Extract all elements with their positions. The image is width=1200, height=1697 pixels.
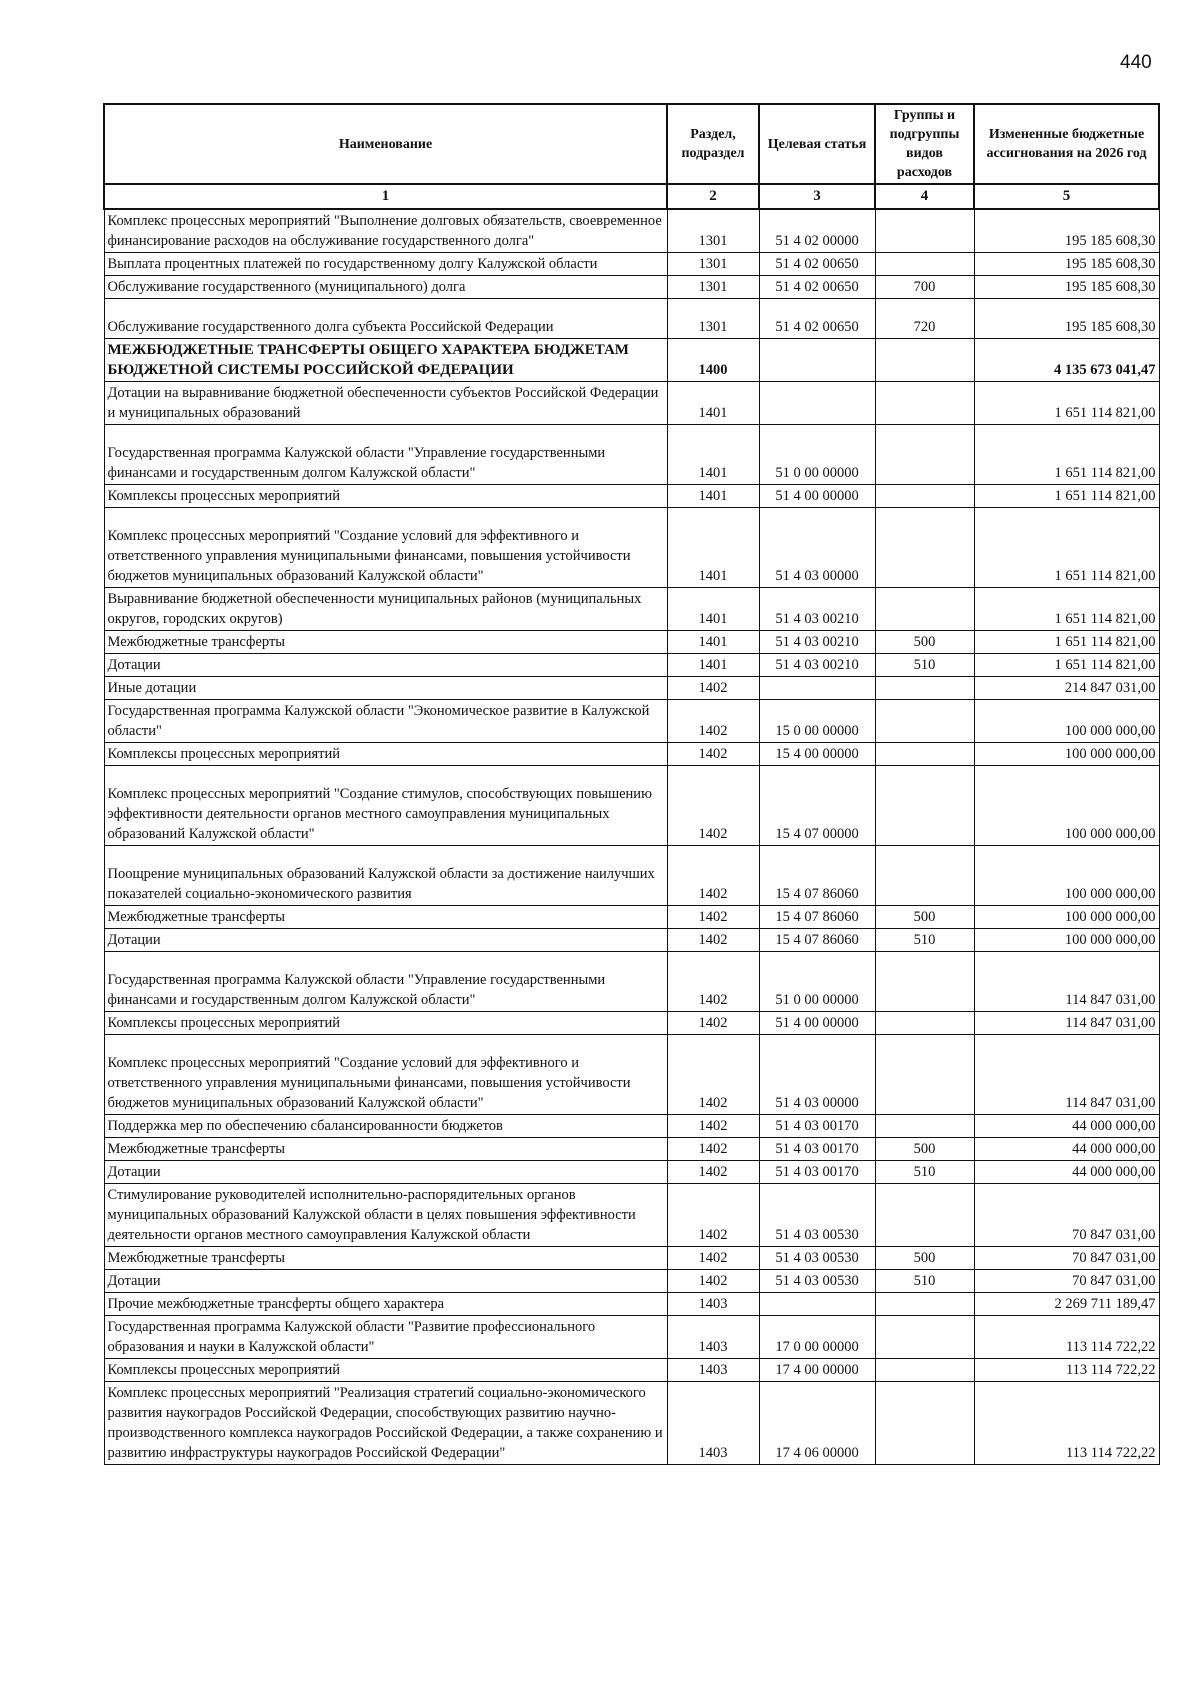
table-row — [104, 952, 1159, 1012]
row-name: Дотации — [104, 1161, 667, 1184]
row-section: 1401 — [667, 654, 759, 677]
header-amount: Измененные бюджетные ассигнования на 2026 год — [974, 104, 1159, 184]
row-expense-group — [875, 1293, 974, 1316]
row-target-article: 51 4 00 00000 — [759, 485, 875, 508]
row-expense-group — [875, 1035, 974, 1115]
row-target-article: 51 4 03 00000 — [759, 1035, 875, 1115]
row-expense-group — [875, 1012, 974, 1035]
row-target-article — [759, 382, 875, 425]
row-expense-group: 500 — [875, 631, 974, 654]
row-amount: 44 000 000,00 — [974, 1115, 1159, 1138]
row-target-article: 17 4 00 00000 — [759, 1359, 875, 1382]
table-row — [104, 1359, 1159, 1382]
row-name: Обслуживание государственного (муниципального) долга — [104, 276, 667, 299]
row-target-article: 15 4 07 86060 — [759, 906, 875, 929]
row-section: 1401 — [667, 631, 759, 654]
table-row — [104, 743, 1159, 766]
row-name: Государственная программа Калужской области "Управление государственными финансами и государственным долгом Калужской области" — [104, 952, 667, 1012]
row-expense-group — [875, 339, 974, 382]
row-expense-group: 720 — [875, 299, 974, 339]
row-amount: 195 185 608,30 — [974, 276, 1159, 299]
table-row — [104, 1293, 1159, 1316]
row-section: 1401 — [667, 485, 759, 508]
table-row — [104, 276, 1159, 299]
row-expense-group: 510 — [875, 1270, 974, 1293]
table-row — [104, 846, 1159, 906]
row-expense-group — [875, 766, 974, 846]
row-amount: 195 185 608,30 — [974, 299, 1159, 339]
row-section: 1401 — [667, 588, 759, 631]
table-row — [104, 588, 1159, 631]
table-row — [104, 508, 1159, 588]
row-section: 1403 — [667, 1293, 759, 1316]
table-row — [104, 339, 1159, 382]
row-target-article: 51 4 03 00530 — [759, 1270, 875, 1293]
table-row — [104, 929, 1159, 952]
row-name: Межбюджетные трансферты — [104, 1247, 667, 1270]
row-expense-group — [875, 209, 974, 253]
row-amount: 1 651 114 821,00 — [974, 631, 1159, 654]
row-expense-group — [875, 588, 974, 631]
row-expense-group — [875, 253, 974, 276]
row-target-article — [759, 1293, 875, 1316]
row-name: Государственная программа Калужской области "Экономическое развитие в Калужской области" — [104, 700, 667, 743]
table-row — [104, 425, 1159, 485]
row-expense-group — [875, 846, 974, 906]
row-expense-group — [875, 1316, 974, 1359]
table-row — [104, 382, 1159, 425]
row-name: Комплексы процессных мероприятий — [104, 1359, 667, 1382]
row-target-article: 15 4 00 00000 — [759, 743, 875, 766]
row-expense-group — [875, 743, 974, 766]
table-row — [104, 1270, 1159, 1293]
row-target-article: 51 4 03 00210 — [759, 654, 875, 677]
row-amount: 113 114 722,22 — [974, 1359, 1159, 1382]
row-target-article: 51 4 03 00530 — [759, 1247, 875, 1270]
row-section: 1402 — [667, 1138, 759, 1161]
row-expense-group — [875, 1382, 974, 1465]
row-expense-group: 510 — [875, 654, 974, 677]
row-expense-group — [875, 1184, 974, 1247]
row-name: Комплекс процессных мероприятий "Реализация стратегий социально-экономического развития наукоградов Российской Федерации, способствующих развитию научно-производственного комплекса наукоградов Российской Федерации, а также сохранению и развитию инфраструктуры наукоградов Российской Федерации" — [104, 1382, 667, 1465]
row-amount: 100 000 000,00 — [974, 846, 1159, 906]
row-target-article: 51 4 02 00650 — [759, 276, 875, 299]
row-name: Комплекс процессных мероприятий "Выполнение долговых обязательств, своевременное финансирование расходов на обслуживание государственного долга" — [104, 209, 667, 253]
row-amount: 1 651 114 821,00 — [974, 508, 1159, 588]
row-section: 1402 — [667, 1161, 759, 1184]
row-target-article: 15 4 07 86060 — [759, 929, 875, 952]
table-row — [104, 906, 1159, 929]
row-section: 1402 — [667, 952, 759, 1012]
row-amount: 1 651 114 821,00 — [974, 485, 1159, 508]
table-body — [104, 209, 1159, 1465]
row-section: 1402 — [667, 1270, 759, 1293]
row-section: 1402 — [667, 766, 759, 846]
row-target-article: 51 4 03 00170 — [759, 1115, 875, 1138]
header-target-article: Целевая статья — [759, 104, 875, 184]
row-amount: 100 000 000,00 — [974, 700, 1159, 743]
row-name: Комплекс процессных мероприятий "Создание стимулов, способствующих повышению эффективности деятельности органов местного самоуправления муниципальных образований Калужской области" — [104, 766, 667, 846]
row-amount: 114 847 031,00 — [974, 1035, 1159, 1115]
row-name: Дотации — [104, 1270, 667, 1293]
row-target-article — [759, 677, 875, 700]
row-section: 1402 — [667, 1115, 759, 1138]
table-row — [104, 299, 1159, 339]
row-section: 1301 — [667, 299, 759, 339]
table-row — [104, 1161, 1159, 1184]
row-amount: 114 847 031,00 — [974, 952, 1159, 1012]
table-row — [104, 209, 1159, 253]
header-row — [104, 104, 1159, 184]
row-target-article: 17 0 00 00000 — [759, 1316, 875, 1359]
row-name: Выравнивание бюджетной обеспеченности муниципальных районов (муниципальных округов, городских округов) — [104, 588, 667, 631]
row-name: Поощрение муниципальных образований Калужской области за достижение наилучших показателей социально-экономического развития — [104, 846, 667, 906]
row-amount: 1 651 114 821,00 — [974, 382, 1159, 425]
row-amount: 70 847 031,00 — [974, 1184, 1159, 1247]
row-amount: 195 185 608,30 — [974, 209, 1159, 253]
row-name: Иные дотации — [104, 677, 667, 700]
row-amount: 100 000 000,00 — [974, 743, 1159, 766]
row-section: 1403 — [667, 1316, 759, 1359]
row-name: Комплексы процессных мероприятий — [104, 1012, 667, 1035]
column-number: 4 — [875, 184, 974, 209]
row-expense-group — [875, 700, 974, 743]
row-section: 1400 — [667, 339, 759, 382]
row-amount: 1 651 114 821,00 — [974, 654, 1159, 677]
row-target-article: 51 4 03 00210 — [759, 631, 875, 654]
row-amount: 113 114 722,22 — [974, 1382, 1159, 1465]
row-expense-group — [875, 425, 974, 485]
table-row — [104, 1247, 1159, 1270]
row-target-article: 51 4 03 00530 — [759, 1184, 875, 1247]
row-expense-group: 500 — [875, 906, 974, 929]
row-name: Государственная программа Калужской области "Развитие профессионального образования и науки в Калужской области" — [104, 1316, 667, 1359]
row-target-article: 51 4 03 00000 — [759, 508, 875, 588]
table-row — [104, 1316, 1159, 1359]
table-row — [104, 1035, 1159, 1115]
table-row — [104, 700, 1159, 743]
row-target-article: 51 4 00 00000 — [759, 1012, 875, 1035]
row-target-article: 51 4 02 00650 — [759, 253, 875, 276]
row-target-article: 51 4 03 00170 — [759, 1161, 875, 1184]
row-section: 1402 — [667, 743, 759, 766]
table-row — [104, 1382, 1159, 1465]
row-name: Государственная программа Калужской области "Управление государственными финансами и государственным долгом Калужской области" — [104, 425, 667, 485]
row-section: 1401 — [667, 508, 759, 588]
row-amount: 214 847 031,00 — [974, 677, 1159, 700]
row-target-article: 51 0 00 00000 — [759, 425, 875, 485]
row-name: Комплекс процессных мероприятий "Создание условий для эффективного и ответственного управления муниципальными финансами, повышения устойчивости бюджетов муниципальных образований Калужской области" — [104, 1035, 667, 1115]
table-row — [104, 677, 1159, 700]
row-name: Выплата процентных платежей по государственному долгу Калужской области — [104, 253, 667, 276]
row-expense-group — [875, 677, 974, 700]
column-number-row — [104, 184, 1159, 209]
row-section: 1401 — [667, 382, 759, 425]
column-number: 1 — [104, 184, 667, 209]
row-section: 1402 — [667, 1012, 759, 1035]
row-section: 1301 — [667, 253, 759, 276]
column-number: 2 — [667, 184, 759, 209]
row-amount: 100 000 000,00 — [974, 929, 1159, 952]
row-name: Дотации — [104, 929, 667, 952]
row-name: Комплексы процессных мероприятий — [104, 485, 667, 508]
row-target-article: 51 0 00 00000 — [759, 952, 875, 1012]
row-section: 1403 — [667, 1359, 759, 1382]
row-target-article: 51 4 02 00650 — [759, 299, 875, 339]
row-amount: 113 114 722,22 — [974, 1316, 1159, 1359]
row-name: МЕЖБЮДЖЕТНЫЕ ТРАНСФЕРТЫ ОБЩЕГО ХАРАКТЕРА БЮДЖЕТАМ БЮДЖЕТНОЙ СИСТЕМЫ РОССИЙСКОЙ ФЕДЕРАЦИИ — [104, 339, 667, 382]
row-expense-group — [875, 508, 974, 588]
row-section: 1402 — [667, 929, 759, 952]
table-row — [104, 485, 1159, 508]
column-number: 5 — [974, 184, 1159, 209]
row-section: 1402 — [667, 846, 759, 906]
table-row — [104, 253, 1159, 276]
row-section: 1402 — [667, 1184, 759, 1247]
row-amount: 70 847 031,00 — [974, 1247, 1159, 1270]
row-expense-group: 510 — [875, 929, 974, 952]
row-amount: 100 000 000,00 — [974, 906, 1159, 929]
row-target-article: 15 0 00 00000 — [759, 700, 875, 743]
header-name: Наименование — [104, 104, 667, 184]
row-name: Прочие межбюджетные трансферты общего характера — [104, 1293, 667, 1316]
row-expense-group: 500 — [875, 1138, 974, 1161]
row-name: Межбюджетные трансферты — [104, 906, 667, 929]
row-expense-group — [875, 382, 974, 425]
row-target-article: 15 4 07 86060 — [759, 846, 875, 906]
row-name: Межбюджетные трансферты — [104, 631, 667, 654]
row-amount: 114 847 031,00 — [974, 1012, 1159, 1035]
row-amount: 1 651 114 821,00 — [974, 425, 1159, 485]
row-amount: 1 651 114 821,00 — [974, 588, 1159, 631]
row-section: 1402 — [667, 1035, 759, 1115]
row-section: 1402 — [667, 677, 759, 700]
table-row — [104, 654, 1159, 677]
row-expense-group: 510 — [875, 1161, 974, 1184]
row-section: 1402 — [667, 906, 759, 929]
row-expense-group — [875, 485, 974, 508]
row-name: Дотации на выравнивание бюджетной обеспеченности субъектов Российской Федерации и муниципальных образований — [104, 382, 667, 425]
row-expense-group — [875, 1359, 974, 1382]
row-section: 1301 — [667, 276, 759, 299]
row-target-article: 17 4 06 00000 — [759, 1382, 875, 1465]
column-number: 3 — [759, 184, 875, 209]
table-row — [104, 631, 1159, 654]
row-section: 1301 — [667, 209, 759, 253]
table-row — [104, 1115, 1159, 1138]
row-amount: 2 269 711 189,47 — [974, 1293, 1159, 1316]
row-name: Стимулирование руководителей исполнительно-распорядительных органов муниципальных образований Калужской области в целях повышения эффективности деятельности органов местного самоуправления Калужской области — [104, 1184, 667, 1247]
header-section: Раздел, подраздел — [667, 104, 759, 184]
row-expense-group — [875, 1115, 974, 1138]
row-section: 1402 — [667, 700, 759, 743]
row-amount: 100 000 000,00 — [974, 766, 1159, 846]
row-expense-group — [875, 952, 974, 1012]
row-section: 1402 — [667, 1247, 759, 1270]
row-target-article: 15 4 07 00000 — [759, 766, 875, 846]
header-expense-group: Группы и подгруппы видов расходов — [875, 104, 974, 184]
row-target-article: 51 4 03 00170 — [759, 1138, 875, 1161]
row-amount: 4 135 673 041,47 — [974, 339, 1159, 382]
row-name: Обслуживание государственного долга субъекта Российской Федерации — [104, 299, 667, 339]
row-section: 1401 — [667, 425, 759, 485]
row-name: Дотации — [104, 654, 667, 677]
row-section: 1403 — [667, 1382, 759, 1465]
row-amount: 44 000 000,00 — [974, 1138, 1159, 1161]
row-target-article: 51 4 02 00000 — [759, 209, 875, 253]
table-row — [104, 1184, 1159, 1247]
table-row — [104, 1012, 1159, 1035]
row-name: Поддержка мер по обеспечению сбалансированности бюджетов — [104, 1115, 667, 1138]
row-name: Межбюджетные трансферты — [104, 1138, 667, 1161]
row-name: Комплексы процессных мероприятий — [104, 743, 667, 766]
table-row — [104, 766, 1159, 846]
budget-table — [103, 103, 1160, 1465]
row-amount: 195 185 608,30 — [974, 253, 1159, 276]
row-target-article: 51 4 03 00210 — [759, 588, 875, 631]
row-expense-group: 500 — [875, 1247, 974, 1270]
row-target-article — [759, 339, 875, 382]
page-number: 440 — [1120, 52, 1152, 73]
row-amount: 44 000 000,00 — [974, 1161, 1159, 1184]
row-amount: 70 847 031,00 — [974, 1270, 1159, 1293]
table-row — [104, 1138, 1159, 1161]
row-name: Комплекс процессных мероприятий "Создание условий для эффективного и ответственного управления муниципальными финансами, повышения устойчивости бюджетов муниципальных образований Калужской области" — [104, 508, 667, 588]
row-expense-group: 700 — [875, 276, 974, 299]
